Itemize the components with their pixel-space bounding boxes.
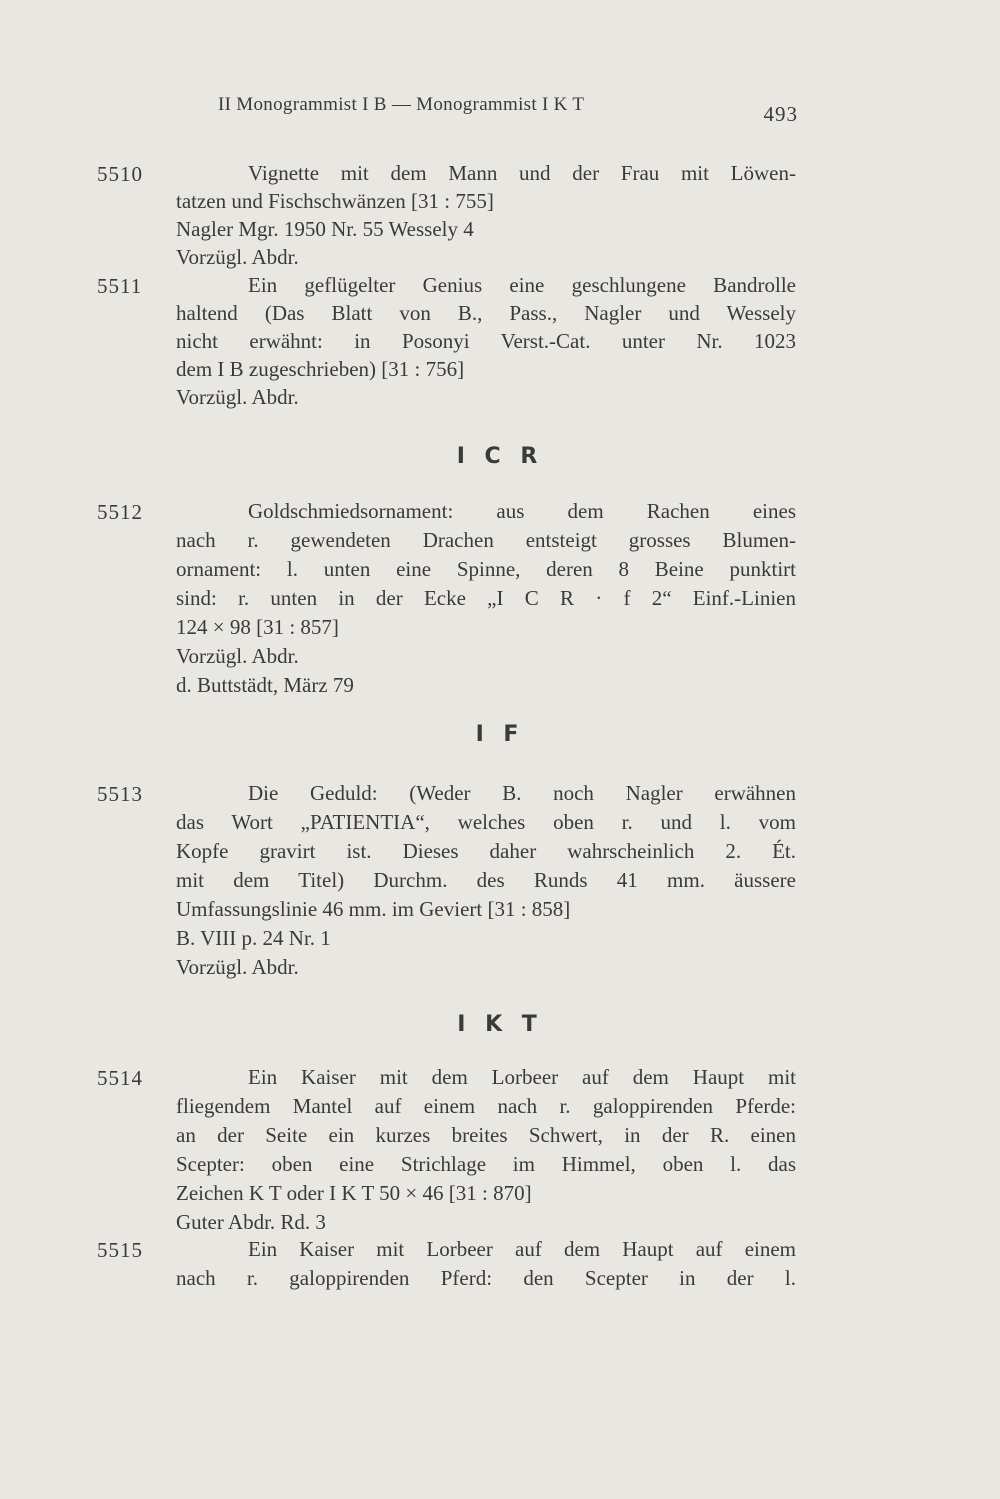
entry-line: ornament: l. unten eine Spinne, deren 8 Beine punktirt <box>176 557 796 581</box>
entry-line: Die Geduld: (Weder B. noch Nagler erwähnen <box>248 781 796 805</box>
entry-line: Ein Kaiser mit Lorbeer auf dem Haupt auf einem <box>248 1237 796 1261</box>
page-header <box>218 90 798 130</box>
entry-line: B. VIII p. 24 Nr. 1 <box>176 926 331 950</box>
entry-line: Vorzügl. Abdr. <box>176 644 299 668</box>
entry-line: Zeichen K T oder I K T 50 × 46 [31 : 870] <box>176 1181 532 1205</box>
entry-line: Umfassungslinie 46 mm. im Geviert [31 : 858] <box>176 897 571 921</box>
entry-line: Kopfe gravirt ist. Dieses daher wahrscheinlich 2. Ét. <box>176 839 796 863</box>
entry-line: an der Seite ein kurzes breites Schwert, in der R. einen <box>176 1123 796 1147</box>
entry-line: nicht erwähnt: in Posonyi Verst.-Cat. unter Nr. 1023 <box>176 329 796 353</box>
entry-number: 5514 <box>97 1066 143 1090</box>
entry-line: tatzen und Fischschwänzen [31 : 755] <box>176 189 494 213</box>
page-number: 493 <box>763 102 798 126</box>
entry-line: Guter Abdr. Rd. 3 <box>176 1210 326 1234</box>
entry-line: haltend (Das Blatt von B., Pass., Nagler und Wessely <box>176 301 796 325</box>
entry-number: 5510 <box>97 162 143 186</box>
entry-line: Vorzügl. Abdr. <box>176 385 299 409</box>
entry-line: Nagler Mgr. 1950 Nr. 55 Wessely 4 <box>176 217 474 241</box>
entry-line: 124 × 98 [31 : 857] <box>176 615 339 639</box>
entry-line: fliegendem Mantel auf einem nach r. galoppirenden Pferde: <box>176 1094 796 1118</box>
running-title: II Monogrammist I B — Monogrammist I K T <box>218 94 585 115</box>
entry-line: Ein Kaiser mit dem Lorbeer auf dem Haupt mit <box>248 1065 796 1089</box>
entry-line: Vignette mit dem Mann und der Frau mit Löwen- <box>248 161 796 185</box>
entry-line: d. Buttstädt, März 79 <box>176 673 354 697</box>
entry-number: 5513 <box>97 782 143 806</box>
entry-line: nach r. galoppirenden Pferd: den Scepter in der l. <box>176 1266 796 1290</box>
entry-number: 5512 <box>97 500 143 524</box>
entry-line: Scepter: oben eine Strichlage im Himmel, oben l. das <box>176 1152 796 1176</box>
section-heading: I K T <box>457 1012 543 1037</box>
entry-line: das Wort „PATIENTIA“, welches oben r. und l. vom <box>176 810 796 834</box>
section-heading: I F <box>475 722 525 747</box>
section-heading: I C R <box>456 444 544 469</box>
entry-number: 5515 <box>97 1238 143 1262</box>
entry-line: Vorzügl. Abdr. <box>176 245 299 269</box>
entry-line: Goldschmiedsornament: aus dem Rachen eines <box>248 499 796 523</box>
entry-number: 5511 <box>97 274 143 298</box>
entry-line: dem I B zugeschrieben) [31 : 756] <box>176 357 465 381</box>
entry-line: Vorzügl. Abdr. <box>176 955 299 979</box>
entry-line: mit dem Titel) Durchm. des Runds 41 mm. äussere <box>176 868 796 892</box>
entry-line: nach r. gewendeten Drachen entsteigt grosses Blumen- <box>176 528 796 552</box>
entry-line: Ein geflügelter Genius eine geschlungene Bandrolle <box>248 273 796 297</box>
entry-line: sind: r. unten in der Ecke „I C R · f 2“ Einf.-Linien <box>176 586 796 610</box>
